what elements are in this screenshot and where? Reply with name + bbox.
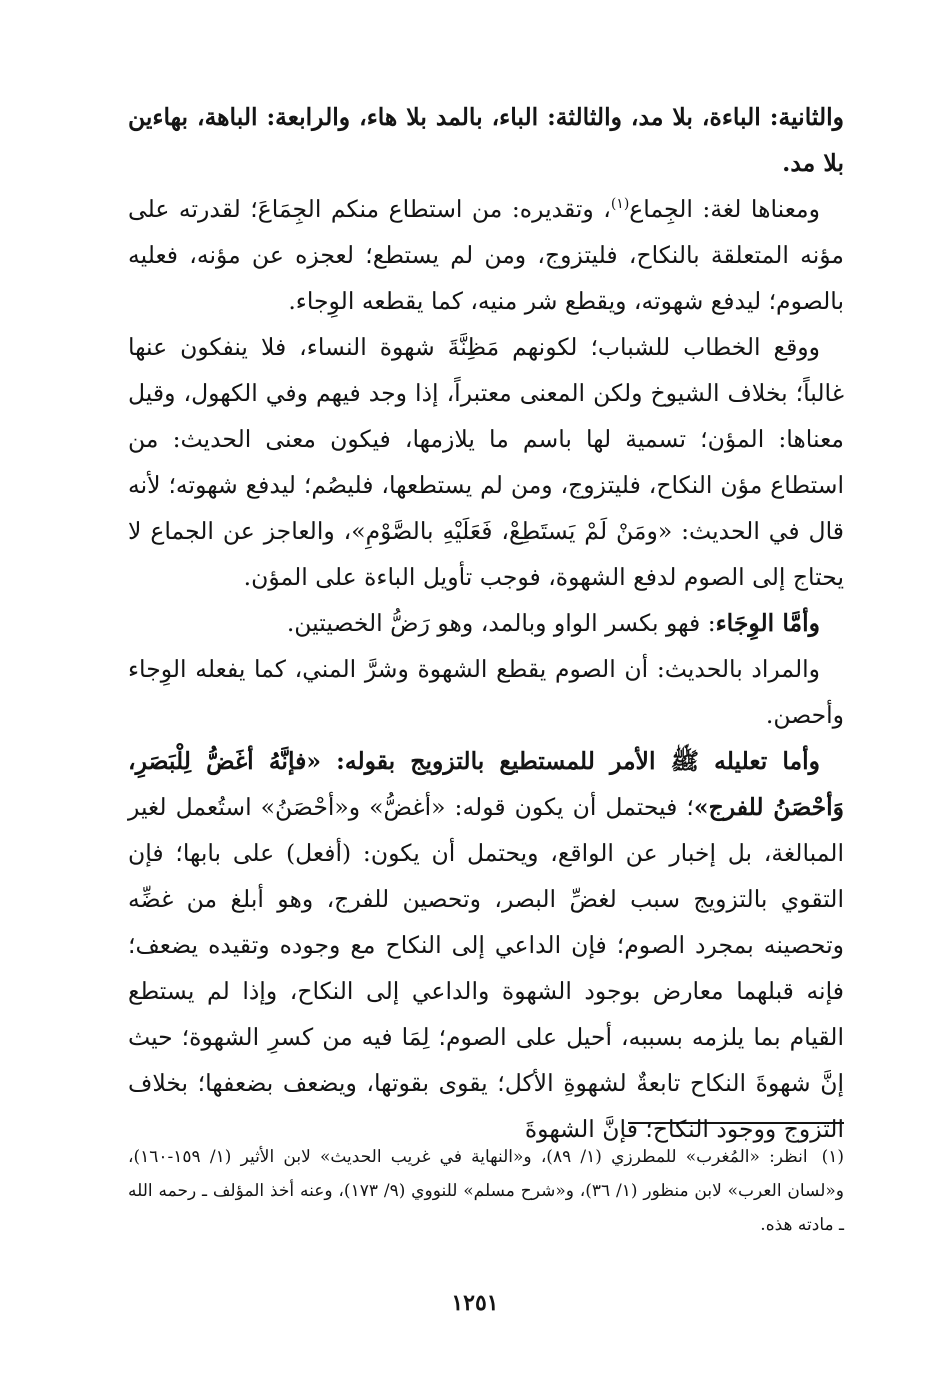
- paragraph-4-rest: : فهو بكسر الواو وبالمد، وهو رَضُّ الخصيتين.: [286, 609, 716, 637]
- footnote-1-mark: (١): [821, 1147, 844, 1167]
- paragraph-3-text: ووقع الخطاب للشباب؛ لكونهم مَظِنَّةَ شهوة النساء، فلا ينفكون عنها غالباً؛ بخلاف الشيوخ ولكن المعنى معتبراً، إذا وجد فيهم وفي الكهول، وقيل معناها: المؤن؛ تسمية لها باسم ما يلازمها، فيكون معنى الحديث: من استطاع مؤن النكاح، فليتزوج، ومن لم يستطعها، فليصُم؛ ليدفع شهوته؛ لأنه قال في الحديث: «ومَنْ لَمْ يَستَطِعْ، فَعَلَيْهِ بالصَّوْمِ»، والعاجز عن الجماع لا يحتاج إلى الصوم لدفع الشهوة، فوجب تأويل الباءة على المؤن.: [128, 333, 844, 591]
- paragraph-2-text-b: ، وتقديره: من استطاع منكم الجِمَاعَ؛ لقدرته على مؤنه المتعلقة بالنكاح، فليتزوج، ومن لم يستطع؛ لعجزه عن مؤنه، فعليه بالصوم؛ ليدفع شهوته، ويقطع شر منيه، كما يقطعه الوِجاء.: [128, 195, 844, 315]
- paragraph-2-text-a: ومعناها لغة: الجِماع: [629, 195, 820, 223]
- footnote-divider: [628, 1122, 844, 1124]
- paragraph-6-lead: وأما تعليله ﷺ الأمر للمستطيع بالتزويج بقوله: «فإنَّهُ أغَضُّ لِلْبَصَرِ، وَأحْصَنُ للفرج»: [128, 747, 844, 821]
- page-number: ١٢٥١: [451, 1290, 499, 1316]
- main-text-block: [128, 94, 844, 1152]
- paragraph-3: [128, 324, 844, 600]
- paragraph-1-text: والثانية: الباءة، بلا مد، والثالثة: الباء، بالمد بلا هاء، والرابعة: الباهة، بهاءين بلا مد.: [128, 103, 844, 177]
- paragraph-4-lead: وأمَّا الوِجَاء: [715, 609, 820, 637]
- footnote-reference[interactable]: (١): [610, 196, 630, 213]
- footnote-1: [128, 1140, 844, 1242]
- paragraph-1: [128, 94, 844, 186]
- paragraph-6-rest: ؛ فيحتمل أن يكون قوله: «أغضُّ» و«أحْصَنُ» استُعمل لغير المبالغة، بل إخبار عن الواقع، ويحتمل أن يكون: (أفعل) على بابها؛ فإن التقوي بالتزويج سبب لغضِّ البصر، وتحصين للفرج، وهو أبلغ من غضِّه وتحصينه بمجرد الصوم؛ فإن الداعي إلى النكاح مع وجوده وتقيده يضعف؛ فإنه قبلهما معارض بوجود الشهوة والداعي إلى النكاح، وإذا لم يستطع القيام بما يلزمه بسببه، أحيل على الصوم؛ لِمَا فيه من كسرِ الشهوة؛ حيث إنَّ شهوةَ النكاح تابعةٌ لشهوةِ الأكل؛ يقوى بقوتها، ويضعف بضعفها؛ بخلاف التزوج ووجود النكاح؛ فإنَّ الشهوةَ: [128, 793, 844, 1143]
- footnotes-section: [128, 1140, 844, 1242]
- footnote-1-text: انظر: «المُغرب» للمطرزي (١/ ٨٩)، و«النهاية في غريب الحديث» لابن الأثير (١/ ١٥٩-١٦٠)، و«لسان العرب» لابن منظور (١/ ٣٦)، و«شرح مسلم» للنووي (٩/ ١٧٣)، وعنه أخذ المؤلف ـ رحمه الله ـ مادته هذه.: [128, 1147, 845, 1235]
- paragraph-2: [128, 186, 844, 324]
- paragraph-4: [128, 600, 844, 646]
- paragraph-6: [128, 738, 844, 1152]
- paragraph-5: [128, 646, 844, 738]
- paragraph-5-text: والمراد بالحديث: أن الصوم يقطع الشهوة وشرَّ المني، كما يفعله الوِجاء وأحصن.: [128, 655, 844, 729]
